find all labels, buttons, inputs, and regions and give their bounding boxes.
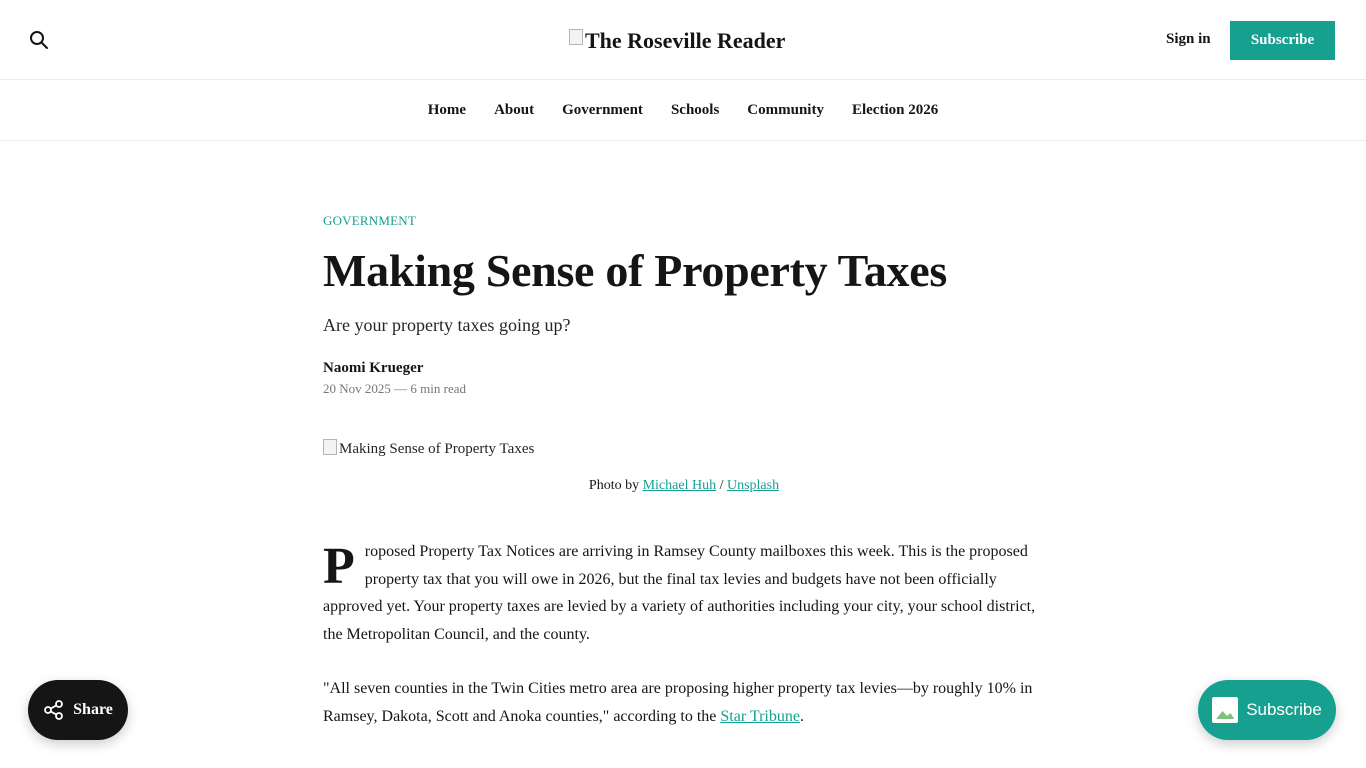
article-category[interactable]: GOVERNMENT — [323, 213, 416, 228]
photographer-link[interactable]: Michael Huh — [642, 478, 717, 493]
broken-image-icon — [569, 29, 583, 45]
article-title: Making Sense of Property Taxes — [323, 245, 947, 296]
paragraph-end: . — [799, 707, 804, 725]
feature-image-alt: Making Sense of Property Taxes — [339, 441, 535, 457]
feature-image — [323, 441, 534, 458]
nav-item-home[interactable]: Home — [427, 102, 467, 118]
floating-subscribe-label: Subscribe — [1246, 700, 1322, 719]
subscribe-button[interactable]: Subscribe — [1230, 21, 1335, 60]
image-icon — [1212, 697, 1238, 723]
share-button[interactable] — [28, 680, 128, 740]
site-logo-text: The Roseville Reader — [585, 28, 786, 53]
share-icon — [43, 699, 65, 721]
nav-item-community[interactable]: Community — [747, 102, 824, 118]
star-tribune-link[interactable]: Star Tribune — [720, 707, 800, 725]
nav-item-about[interactable]: About — [494, 102, 535, 118]
nav-item-government[interactable]: Government — [562, 102, 643, 118]
article-meta: 20 Nov 2025 — 6 min read — [323, 381, 466, 396]
caption-separator: / — [716, 478, 727, 493]
image-caption — [323, 478, 1045, 494]
broken-image-icon — [323, 439, 337, 455]
unsplash-link[interactable]: Unsplash — [726, 478, 780, 493]
caption-prefix: Photo by — [588, 478, 643, 493]
article-paragraph — [323, 675, 1045, 730]
paragraph-text: roposed Property Tax Notices are arriving in Ramsey County mailboxes this week. This is the proposed property tax that you will owe in 2026, but the final tax levies and budgets have not been officially approved yet. Your property taxes are levied by a variety of authorities including your city, your school district, the Metropolitan Council, and the county. — [323, 543, 1036, 643]
article-subtitle: Are your property taxes going up? — [323, 315, 571, 335]
drop-cap: P — [323, 538, 355, 595]
search-icon[interactable] — [29, 30, 49, 50]
site-logo[interactable] — [569, 28, 785, 54]
nav-item-schools[interactable]: Schools — [670, 102, 720, 118]
floating-subscribe-button[interactable] — [1198, 680, 1336, 740]
nav-item-election-2026[interactable]: Election 2026 — [851, 102, 939, 118]
site-header — [0, 0, 1366, 80]
sign-in-link[interactable]: Sign in — [1166, 31, 1211, 47]
share-label: Share — [73, 701, 113, 718]
main-nav — [0, 81, 1366, 141]
article-author[interactable]: Naomi Krueger — [323, 360, 424, 376]
paragraph-text: "All seven counties in the Twin Cities metro area are proposing higher property tax levies—by roughly 10% in Ramsey, Dakota, Scott and Anoka counties," according to the — [323, 680, 1033, 725]
article-paragraph — [323, 538, 1045, 648]
